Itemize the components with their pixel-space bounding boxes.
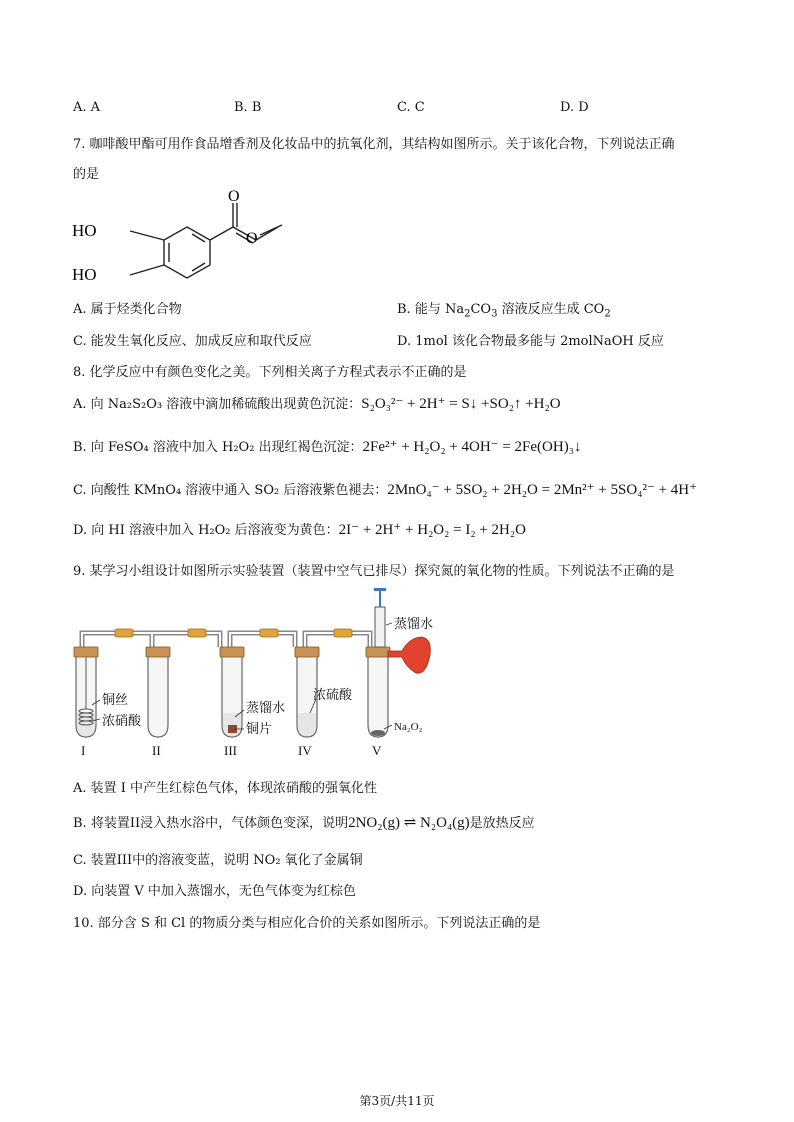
q6-option-a: A. A: [73, 100, 101, 115]
q6-option-d: D. D: [560, 100, 589, 115]
label-copper-wire: 铜丝: [102, 692, 129, 707]
q9-option-b: B. 将装置II浸入热水浴中，气体颜色变深，说明2NO₂(g) ⇌ N₂O₄(g)是放热反应: [73, 815, 535, 831]
label-tube-1: I: [81, 743, 86, 758]
q10-stem: 10. 部分含 S 和 Cl 的物质分类与相应化合价的关系如图所示。下列说法正确的是: [73, 916, 541, 931]
q9-option-c: C. 装置III中的溶液变蓝，说明 NO₂ 氧化了金属铜: [73, 853, 363, 868]
q8-d-equation: 2I⁻ + 2H⁺ + H₂O₂ = I₂ + 2H₂O: [338, 522, 526, 538]
q7-stem-line2: 的是: [73, 167, 100, 182]
q7-option-a: A. 属于烃类化合物: [73, 302, 182, 317]
label-tube-2: II: [152, 743, 161, 758]
q9-option-a: A. 装置 I 中产生红棕色气体，体现浓硝酸的强氧化性: [73, 781, 378, 796]
q7-stem-line1: 7. 咖啡酸甲酯可用作食品增香剂及化妆品中的抗氧化剂，其结构如图所示。关于该化合物，下列说法正确: [73, 137, 675, 152]
q6-option-b: B. B: [234, 100, 262, 115]
caffeic-acid-methyl-ester-structure: [70, 185, 300, 290]
label-copper-sheet: 铜片: [246, 721, 273, 736]
q9-stem: 9. 某学习小组设计如图所示实验装置（装置中空气已排尽）探究氮的氧化物的性质。下列说法不正确的是: [73, 564, 675, 579]
label-tube-3: III: [224, 743, 237, 758]
q6-option-c: C. C: [397, 100, 425, 115]
q9-option-d: D. 向装置 V 中加入蒸馏水，无色气体变为红棕色: [73, 884, 356, 899]
ho-label-2: HO: [72, 265, 97, 284]
q8-c-equation: 2MnO₄⁻ + 5SO₂ + 2H₂O = 2Mn²⁺ + 5SO₄²⁻ + 4H⁺: [387, 482, 698, 498]
q7-option-c: C. 能发生氧化反应、加成反应和取代反应: [73, 334, 312, 349]
label-na2o2: Na₂O₂: [394, 721, 423, 733]
label-distilled-water-3: 蒸馏水: [246, 700, 286, 715]
label-distilled-water-top: 蒸馏水: [394, 616, 434, 631]
carbonyl-o-label: O: [228, 188, 240, 205]
q8-stem: 8. 化学反应中有颜色变化之美。下列相关离子方程式表示不正确的是: [73, 365, 467, 380]
label-tube-5: V: [372, 743, 382, 758]
q7-option-b: B. 能与 $Na_2CO_3$ 溶液反应生成 $CO_2$: [397, 302, 611, 320]
q7-option-d: D. 1mol 该化合物最多能与 2molNaOH 反应: [397, 334, 664, 349]
q8-a-equation: S₂O₃²⁻ + 2H⁺ = S↓ +SO₂↑ +H₂O: [361, 396, 561, 412]
q8-option-b: B. 向 FeSO₄ 溶液中加入 H₂O₂ 出现红褐色沉淀：2Fe²⁺ + H₂O₂ + 4OH⁻ = 2Fe(OH)₃↓: [73, 439, 582, 455]
page-number: 第3页/共11页: [359, 1094, 435, 1108]
nitrogen-oxide-apparatus-diagram: [70, 585, 450, 765]
q8-option-c: C. 向酸性 KMnO₄ 溶液中通入 SO₂ 后溶液紫色褪去：2MnO₄⁻ + 5SO₂ + 2H₂O = 2Mn²⁺ + 5SO₄²⁻ + 4H⁺: [73, 482, 698, 498]
label-conc-sulfuric: 浓硫酸: [313, 687, 353, 702]
ester-o-label: O: [246, 230, 258, 247]
label-conc-nitric: 浓硝酸: [102, 713, 142, 728]
q8-option-d: D. 向 HI 溶液中加入 H₂O₂ 后溶液变为黄色：2I⁻ + 2H⁺ + H₂O₂ = I₂ + 2H₂O: [73, 522, 526, 538]
q8-b-equation: 2Fe²⁺ + H₂O₂ + 4OH⁻ = 2Fe(OH)₃↓: [362, 439, 582, 455]
q9-b-equation: 2NO₂(g) ⇌ N₂O₄(g): [348, 815, 470, 831]
label-tube-4: IV: [298, 743, 312, 758]
ho-label-1: HO: [72, 221, 97, 240]
q8-option-a: A. 向 Na₂S₂O₃ 溶液中滴加稀硫酸出现黄色沉淀：S₂O₃²⁻ + 2H⁺ = S↓ +SO₂↑ +H₂O: [73, 396, 561, 412]
